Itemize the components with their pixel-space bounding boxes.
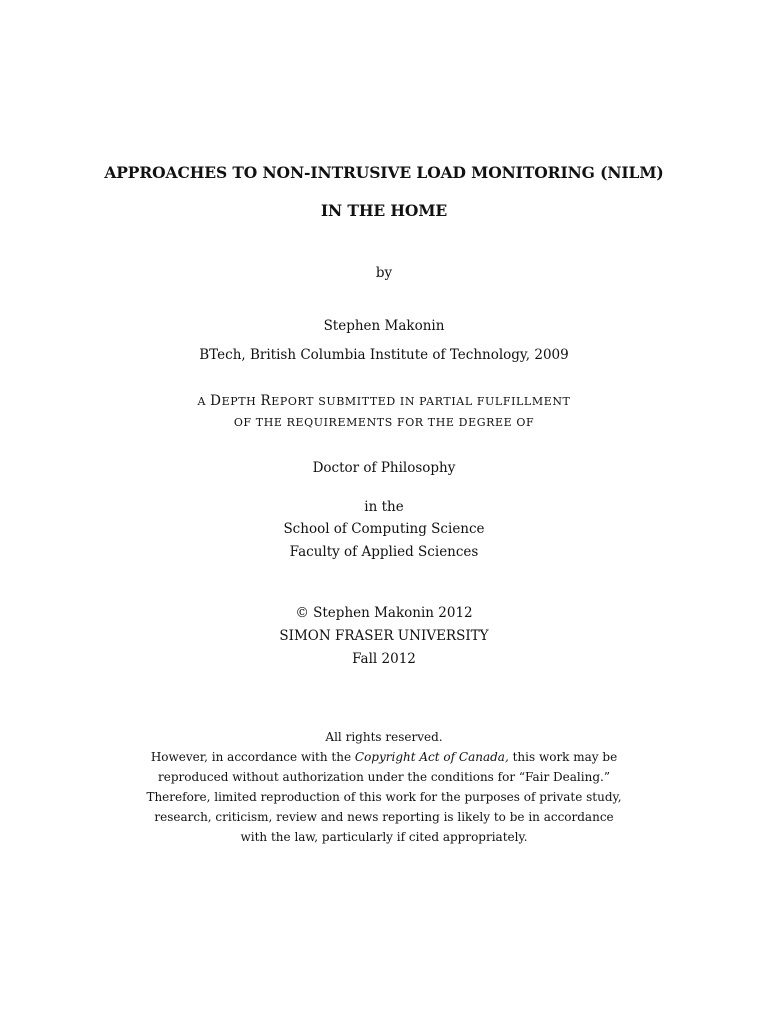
submission-r: R [260,393,272,409]
term: Fall 2012 [352,651,416,667]
rights-line-2 [0,747,768,767]
submission-d: D [210,393,222,409]
submission-a: A [197,395,211,408]
rights-line-5: research, criticism, review and news reporting is likely to be in accordance [154,810,614,824]
by-label: by [375,265,393,281]
author-name: Stephen Makonin [323,318,445,334]
rights-line-2-post: this work may be [508,750,618,764]
prior-degree: BTech, British Columbia Institute of Technology, 2009 [199,347,569,363]
rights-line-3: reproduced without authorization under the conditions for “Fair Dealing.” [158,770,610,784]
copyright-line: © Stephen Makonin 2012 [295,605,473,621]
submission-line-1 [0,393,768,409]
school-name: School of Computing Science [283,521,485,537]
rights-line-1: All rights reserved. [325,730,443,744]
rights-line-2-pre: However, in accordance with the [150,750,355,764]
degree-name: Doctor of Philosophy [312,460,456,476]
title-line-1: APPROACHES TO NON-INTRUSIVE LOAD MONITORING (NILM) [104,163,664,182]
title-line-2: IN THE HOME [320,201,448,220]
rights-line-4: Therefore, limited reproduction of this work for the purposes of private study, [146,790,622,804]
submission-rest: EPORT SUBMITTED IN PARTIAL FULFILLMENT [271,395,571,408]
submission-epth: EPTH [221,395,261,408]
copyright-act-title: Copyright Act of Canada, [354,750,509,764]
university-name: SIMON FRASER UNIVERSITY [279,628,489,644]
rights-notice [0,727,768,847]
rights-line-6: with the law, particularly if cited appropriately. [240,830,528,844]
faculty-name: Faculty of Applied Sciences [289,544,479,560]
submission-line-2: OF THE REQUIREMENTS FOR THE DEGREE OF [233,416,535,429]
in-the-label: in the [364,499,404,515]
